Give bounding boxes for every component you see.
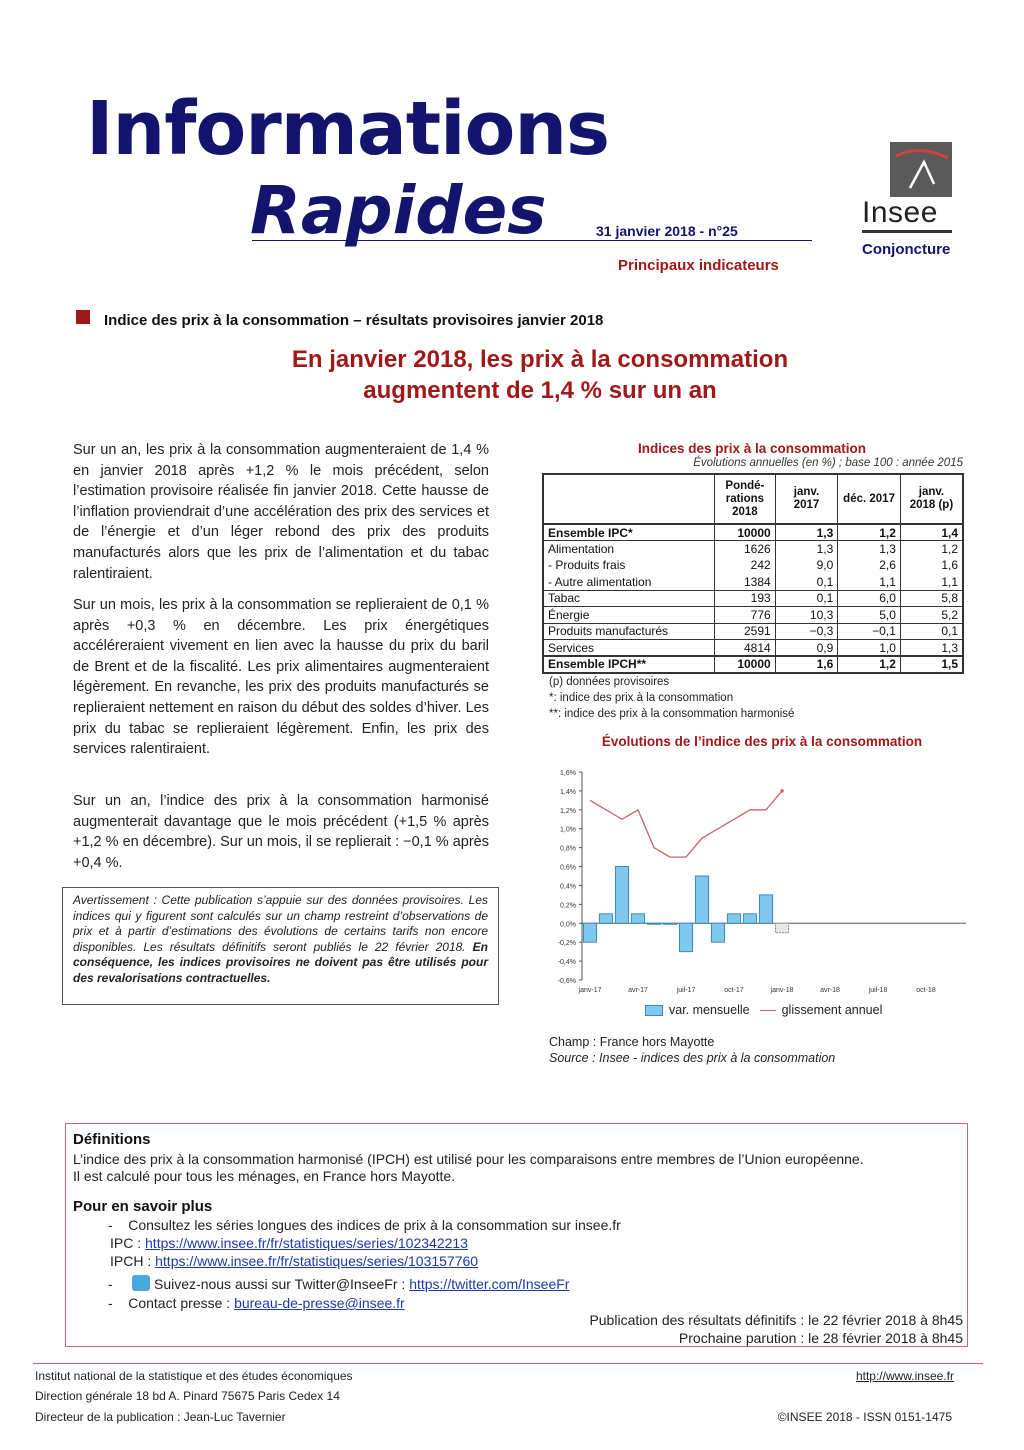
table-header: janv. 2018 (p)	[900, 474, 963, 524]
cell: 1384	[715, 574, 776, 591]
cell: 1,6	[775, 656, 838, 673]
row-label: Ensemble IPC*	[543, 524, 715, 541]
chart-legend	[645, 1003, 882, 1017]
y-tick-label: 0,0%	[560, 921, 576, 929]
row-label: Produits manufacturés	[543, 623, 715, 640]
x-tick-label: janv-18	[770, 987, 794, 994]
price-index-table	[542, 473, 964, 674]
monthly-bar	[679, 923, 692, 951]
table-row	[543, 623, 963, 640]
consult-text: Consultez les séries longues des indices de prix à la consommation sur insee.fr	[128, 1217, 621, 1233]
cell: 2,6	[838, 557, 901, 574]
headline-line-2: augmentent de 1,4 % sur un an	[363, 377, 717, 404]
table-row	[543, 607, 963, 624]
row-label: Alimentation	[543, 541, 715, 558]
table-header-row	[543, 474, 963, 524]
cell: 1,6	[900, 557, 963, 574]
ipch-label: IPCH :	[110, 1253, 156, 1269]
cell: −0,3	[775, 623, 838, 640]
monthly-bar	[727, 914, 740, 923]
table-row	[543, 640, 963, 657]
table-row	[543, 656, 963, 673]
monthly-bar	[711, 923, 724, 942]
cell: 10000	[715, 656, 776, 673]
chart-title: Évolutions de l’indice des prix à la consommation	[601, 734, 923, 749]
ipc-line	[110, 1235, 468, 1251]
monthly-bar	[599, 914, 612, 923]
footer-address: Direction générale 18 bd A. Pinard 75675 Paris Cedex 14	[35, 1389, 340, 1403]
monthly-bar	[631, 914, 644, 923]
monthly-bar	[695, 876, 708, 923]
twitter-link[interactable]: https://twitter.com/InseeFr	[409, 1276, 570, 1292]
cell: 6,0	[838, 590, 901, 607]
issue-date: 31 janvier 2018 - n°25	[596, 223, 738, 239]
legend-line-swatch	[760, 1010, 776, 1011]
cell: 1,1	[838, 574, 901, 591]
cell: 5,0	[838, 607, 901, 624]
y-tick-label: 1,2%	[560, 807, 576, 815]
footer-institute: Institut national de la statistique et des études économiques	[35, 1369, 353, 1383]
ipch-line	[110, 1253, 478, 1269]
topic-bullet-icon	[76, 310, 90, 324]
cell: 5,8	[900, 590, 963, 607]
cell: 1,2	[900, 541, 963, 558]
headline-line-1: En janvier 2018, les prix à la consommation	[291, 346, 789, 373]
next-publication: Prochaine parution : le 28 février 2018 à 8h45	[678, 1330, 963, 1346]
row-label: Ensemble IPCH**	[543, 656, 715, 673]
cell: 1626	[715, 541, 776, 558]
monthly-bar	[583, 923, 596, 942]
contact-line: - Contact presse : bureau-de-presse@insee.fr	[108, 1295, 405, 1311]
x-tick-label: janv-17	[578, 987, 602, 994]
monthly-bar	[759, 895, 772, 923]
twitter-icon[interactable]	[132, 1275, 150, 1291]
chart-source: Source : Insee - indices des prix à la consommation	[549, 1051, 836, 1065]
paragraph-1: Sur un an, les prix à la consommation augmenteraient de 1,4 % en janvier 2018 après +1,2 % le mois précédent, selon l’estimation provisoire réalisée fin janvier 2018. Cette hausse de l’inflation proviendrait d’une accélération des prix des services et de l’énergie et d’un léger rebond des prix des produits manufacturés alors que les prix de l’alimentation et du tabac ralentiraient.	[73, 442, 489, 582]
row-label: Tabac	[543, 590, 715, 607]
table-note: *: indice des prix à la consommation	[549, 692, 734, 704]
cell: 1,1	[900, 574, 963, 591]
paragraph-2: Sur un mois, les prix à la consommation se replieraient de 0,1 % après +0,3 % en décembre. Les prix énergétiques accéléreraient vivement en lien avec la hausse du prix du baril de Brent et de la fiscalité. Les prix alimentaires augmenteraient légèrement. En revanche, les prix des produits manufacturés se replieraient nettement en raison du début des soldes d’hiver. Les prix du tabac se replieraient légèrement. Enfin, les prix des services ralentiraient.	[73, 597, 489, 758]
masthead-rule	[252, 240, 812, 241]
cell: 1,3	[838, 541, 901, 558]
annual-point	[780, 789, 784, 793]
table-row	[543, 541, 963, 558]
cell: 10,3	[775, 607, 838, 624]
row-label: - Autre alimentation	[543, 574, 715, 591]
cell: 0,9	[775, 640, 838, 657]
cell: 193	[715, 590, 776, 607]
x-tick-label: oct-18	[916, 987, 936, 994]
cell: 0,1	[775, 590, 838, 607]
monthly-bar	[775, 923, 788, 932]
y-tick-label: 0,2%	[560, 902, 576, 910]
table-header: déc. 2017	[838, 474, 901, 524]
cell: 1,0	[838, 640, 901, 657]
cell: 1,4	[900, 524, 963, 541]
monthly-bar	[647, 923, 660, 924]
y-tick-label: -0,4%	[557, 959, 576, 967]
cell: 1,5	[900, 656, 963, 673]
table-header	[543, 474, 715, 524]
monthly-bar	[663, 923, 676, 924]
final-publication: Publication des résultats définitifs : le 22 février 2018 à 8h45	[589, 1312, 963, 1328]
chart-scope: Champ : France hors Mayotte	[549, 1035, 715, 1049]
cell: 9,0	[775, 557, 838, 574]
cell: 0,1	[775, 574, 838, 591]
cell: 776	[715, 607, 776, 624]
cell: 10000	[715, 524, 776, 541]
ipc-link[interactable]: https://www.insee.fr/fr/statistiques/series/102342213	[145, 1235, 468, 1251]
cell: 4814	[715, 640, 776, 657]
table-row	[543, 574, 963, 591]
contact-label: Contact presse :	[128, 1295, 235, 1311]
warning-text: Avertissement : Cette publication s’appuie sur des données provisoires. Les indices qui y figurent sont calculés sur un champ restreint d’observations de prix et à partir d’estimations des évolutions de certains tarifs non encore disponibles. Les résultats définitifs seront publiés le 22 février 2018.	[73, 893, 488, 954]
legend-label-monthly: var. mensuelle	[669, 1003, 750, 1017]
row-label: Énergie	[543, 607, 715, 624]
cell: 1,3	[775, 524, 838, 541]
section-label: Principaux indicateurs	[618, 257, 779, 274]
logo-rule	[862, 230, 952, 233]
table-note: **: indice des prix à la consommation harmonisé	[549, 708, 795, 720]
twitter-line: - Suivez-nous aussi sur Twitter@InseeFr : https://twitter.com/InseeFr	[108, 1276, 570, 1292]
x-tick-label: avr-18	[820, 987, 840, 994]
learn-more-title: Pour en savoir plus	[73, 1198, 213, 1215]
consult-line: - Consultez les séries longues des indices de prix à la consommation sur insee.fr	[108, 1217, 621, 1233]
publication-title: Informations	[86, 86, 610, 172]
ipc-label: IPC :	[110, 1235, 146, 1251]
twitter-text: Suivez-nous aussi sur Twitter@InseeFr :	[154, 1276, 410, 1292]
footer-url-link[interactable]: http://www.insee.fr	[855, 1369, 954, 1383]
y-tick-label: 0,6%	[560, 864, 576, 872]
topic-line: Indice des prix à la consommation – résultats provisoires janvier 2018	[104, 312, 604, 329]
paragraph-3: Sur un an, l’indice des prix à la consommation harmonisé augmenterait davantage que le mois précédent (+1,5 % après +1,2 % en décembre). Sur un mois, il se replierait : −0,1 % après +0,4 %.	[73, 793, 489, 871]
monthly-bar	[615, 867, 628, 924]
definitions-title: Définitions	[73, 1131, 151, 1148]
cell: 1,3	[900, 640, 963, 657]
legend-bar-swatch	[645, 1005, 663, 1016]
footer-copyright: ©INSEE 2018 - ISSN 0151-1475	[777, 1410, 952, 1424]
headline	[200, 344, 880, 406]
x-tick-label: avr-17	[628, 987, 648, 994]
x-tick-label: juil-18	[868, 987, 888, 994]
footer-rule	[33, 1363, 983, 1364]
x-tick-label: oct-17	[724, 987, 744, 994]
footer-director: Directeur de la publication : Jean-Luc Tavernier	[35, 1410, 286, 1424]
table-title: Indices des prix à la consommation	[637, 441, 867, 456]
table-header: janv. 2017	[775, 474, 838, 524]
table-row	[543, 557, 963, 574]
cell: 1,3	[775, 541, 838, 558]
warning-box	[62, 887, 499, 1005]
y-tick-label: 0,4%	[560, 883, 576, 891]
warning-bold-text: En conséquence, les indices provisoires ne doivent pas être utilisés pour des revalorisations contractuelles.	[73, 939, 488, 985]
cpi-chart	[548, 764, 978, 1000]
table-row	[543, 524, 963, 541]
table-note: (p) données provisoires	[549, 676, 670, 688]
cell: −0,1	[838, 623, 901, 640]
cell: 5,2	[900, 607, 963, 624]
logo-subtitle: Conjoncture	[862, 241, 951, 258]
x-tick-label: juil-17	[676, 987, 696, 994]
y-tick-label: 1,0%	[560, 826, 576, 834]
publication-subtitle: Rapides	[250, 172, 547, 249]
ipch-link[interactable]: https://www.insee.fr/fr/statistiques/series/103157760	[155, 1253, 479, 1269]
row-label: Services	[543, 640, 715, 657]
insee-logo-icon	[890, 142, 952, 197]
table-header: Pondé-rations 2018	[715, 474, 776, 524]
y-tick-label: -0,6%	[557, 978, 576, 985]
table-row	[543, 590, 963, 607]
definitions-line-1: L’indice des prix à la consommation harmonisé (IPCH) est utilisé pour les comparaisons entre membres de l’Union européenne.	[73, 1151, 864, 1167]
contact-email-link[interactable]: bureau-de-presse@insee.fr	[234, 1295, 405, 1311]
cell: 242	[715, 557, 776, 574]
monthly-bar	[743, 914, 756, 923]
row-label: - Produits frais	[543, 557, 715, 574]
table-subtitle: Évolutions annuelles (en %) ; base 100 : année 2015	[693, 457, 963, 469]
logo-text: Insee	[862, 196, 938, 229]
cell: 1,2	[838, 524, 901, 541]
y-tick-label: 1,4%	[560, 788, 576, 796]
y-tick-label: -0,2%	[557, 940, 576, 948]
definitions-line-2: Il est calculé pour tous les ménages, en France hors Mayotte.	[73, 1168, 456, 1184]
cell: 2591	[715, 623, 776, 640]
legend-label-annual: glissement annuel	[781, 1003, 883, 1017]
annual-line	[590, 791, 782, 857]
y-tick-label: 0,8%	[560, 845, 576, 853]
y-tick-label: 1,6%	[560, 770, 576, 777]
cell: 1,2	[838, 656, 901, 673]
cell: 0,1	[900, 623, 963, 640]
